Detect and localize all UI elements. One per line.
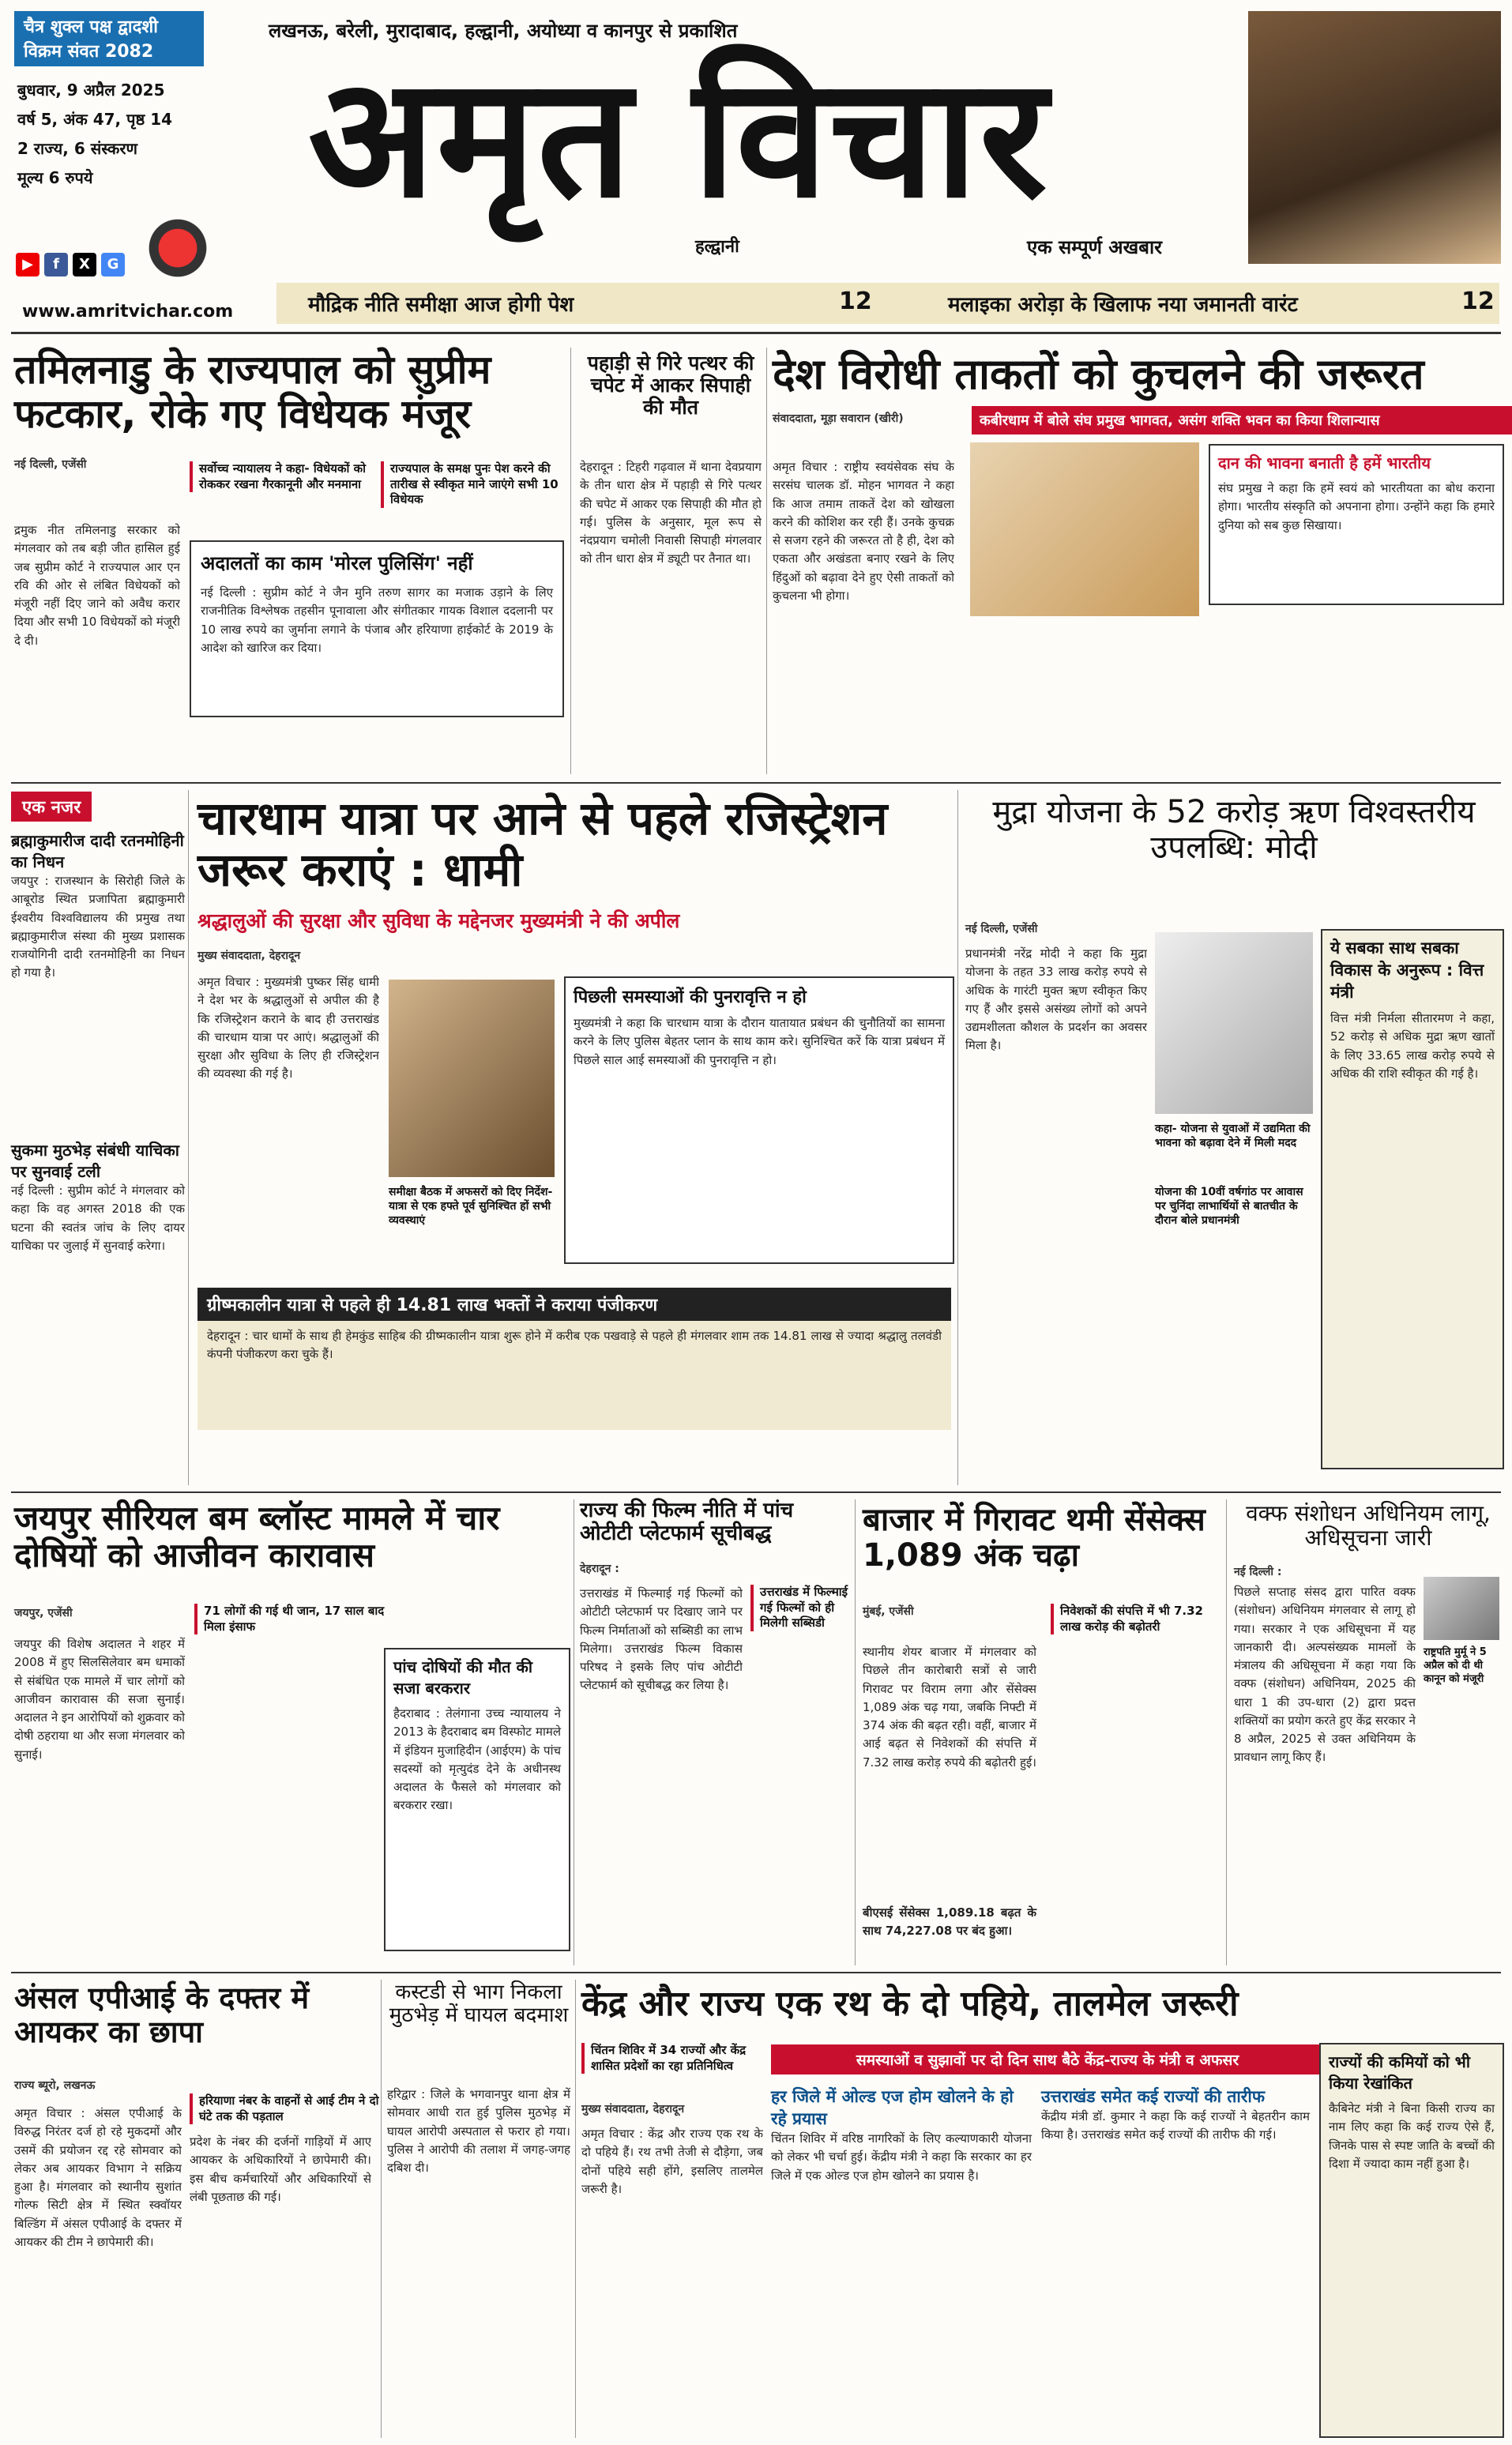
- ott-bullet: उत्तराखंड में फिल्माई गई फिल्मों को ही मिलेगी सब्सिडी: [750, 1585, 855, 1631]
- row-divider: [11, 782, 1501, 784]
- ek-nazar-label: एक नजर: [11, 792, 92, 822]
- sensex-figures: बीएसई सेंसेक्स 1,089.18 बढ़त के साथ 74,227.08 पर बंद हुआ।: [863, 1905, 1036, 1939]
- tn-bullet2: राज्यपाल के समक्ष पुनः पेश करने की तारीख से स्वीकृत माने जाएंगे सभी 10 विधेयक: [381, 461, 564, 508]
- tn-bullet1: सर्वोच्च न्यायालय ने कहा- विधेयकों को रोककर रखना गैरकानूनी और मनमाना: [190, 461, 373, 492]
- ek-nazar-item1-title: ब्रह्माकुमारीज दादी रतनमोहिनी का निधन: [11, 831, 184, 871]
- sensex-body: स्थानीय शेयर बाजार में मंगलवार को पिछले तीन कारोबारी सत्रों से जारी गिरावट पर विराम लगा और सेंसेक्स 1,089 अंक चढ़ गया, जबकि निफ्टी में 374 अंक की बढ़त रही। वहीं, बाजार में आई बढ़त से निवेशकों की संपत्ति में 7.32 लाख करोड़ रुपये की बढ़ोतरी हुई।: [863, 1645, 1036, 1770]
- custody-bullet: हरियाणा नंबर के वाहनों से आई टीम ने दो घंटे तक की पड़ताल: [190, 2093, 381, 2124]
- chintan-byline: मुख्य संवाददाता, देहरादून: [581, 2103, 685, 2116]
- teaser2-page: 12: [1461, 288, 1495, 315]
- mudra-caption2: योजना की 10वीं वर्षगांठ पर आवास पर चुनिंदा लाभार्थियों से बातचीत के दौरान बोले प्रधानमंत्री: [1155, 1186, 1303, 1228]
- custody-body: प्रदेश के नंबर की दर्जनों गाड़ियों में आए आयकर के अधिकारियों ने छापेमारी की। इस बीच कर्मचारियों और अधिकारियों से लंबी पूछताछ की गई।: [190, 2135, 371, 2204]
- calendar-line1: चैत्र शुक्ल पक्ष द्वादशी: [24, 17, 158, 37]
- col-divider: [855, 1499, 856, 1965]
- celebrity-photo: [1248, 11, 1501, 264]
- chintan-body: अमृत विचार : केंद्र और राज्य एक रथ के दो पहिये हैं। रथ तभी तेजी से दौड़ेगा, जब दोनों पहिये सही होंगे, इसलिए तालमेल जरूरी है।: [581, 2127, 763, 2196]
- mudra-side-title: ये सबका साथ सबका विकास के अनुरूप : वित्त मंत्री: [1330, 939, 1484, 1002]
- bhaskar-body: देहरादून : टिहरी गढ़वाल में थाना देवप्रयाग के तीन धारा क्षेत्र में पहाड़ी से गिरे पत्थर की चपेट में आकर एक सिपाही की मौत हो गई। पुलिस के अनुसार, मूल रूप से नंदप्रयाग चमोली निवासी सिपाही मंगलवार को तीन धारा क्षेत्र में ड्यूटी पर तैनात था।: [580, 460, 762, 566]
- dham-photo-caption: समीक्षा बैठक में अफसरों को दिए निर्देश-यात्रा से एक हफ्ते पूर्व सुनिश्चित हों सभी व्यवस्थाएं: [389, 1186, 553, 1228]
- dham-strip-title: ग्रीष्मकालीन यात्रा से पहले ही 14.81 लाख भक्तों ने कराया पंजीकरण: [197, 1288, 951, 1321]
- dham-byline: मुख्य संवाददाता, देहरादून: [197, 950, 301, 962]
- website-url[interactable]: www.amritvichar.com: [22, 302, 234, 322]
- teaser1[interactable]: मौद्रिक नीति समीक्षा आज होगी पेश: [308, 293, 574, 317]
- chintan-sub2: [1041, 2086, 1310, 2145]
- mudra-side-box: [1321, 929, 1504, 1469]
- ott-headline: राज्य की फिल्म नीति में पांच ओटीटी प्लेटफार्म सूचीबद्ध: [580, 1499, 794, 1546]
- jaipur-dateline: जयपुर, एजेंसी: [14, 1607, 73, 1619]
- mudra-caption1: कहा- योजना से युवाओं में उद्यमिता की भावना को बढ़ावा देने में मिली मदद: [1155, 1123, 1311, 1150]
- bhagwat-banner: कबीरधाम में बोले संघ प्रमुख भागवत, असंग शक्ति भवन का किया शिलान्यास: [972, 406, 1512, 434]
- ek-nazar-item2-body: नई दिल्ली : सुप्रीम कोर्ट ने मंगलवार को कहा कि वह अगस्त 2018 की एक घटना की स्वतंत्र जांच के लिए दायर याचिका पर जुलाई में सुनवाई करेगा।: [11, 1183, 185, 1253]
- masthead-rule: [11, 332, 1501, 334]
- edition-count: 2 राज्य, 6 संस्करण: [17, 139, 138, 158]
- facebook-icon[interactable]: f: [44, 253, 68, 276]
- dham-strip: [197, 1288, 951, 1430]
- chintan-sub2-title: उत्तराखंड समेत कई राज्यों की तारीफ: [1041, 2087, 1266, 2106]
- youtube-icon[interactable]: ▶: [16, 253, 39, 276]
- ansal-headline: अंसल एपीआई के दफ्तर में आयकर का छापा: [14, 1980, 310, 2049]
- dham-headline: चारधाम यात्रा पर आने से पहले रजिस्ट्रेशन जरूर कराएं : धामी: [197, 792, 888, 897]
- microphone-icon: [142, 213, 213, 300]
- chintan-side-box: [1319, 2043, 1504, 2438]
- ek-nazar-column: [11, 792, 185, 1443]
- waqf-caption: राष्ट्रपति मुर्मू ने 5 अप्रैल को दी थी कानून को मंजूरी: [1424, 1646, 1487, 1685]
- dham-strip-body: देहरादून : चार धामों के साथ ही हेमकुंड साहिब की ग्रीष्मकालीन यात्रा शुरू होने में करीब एक पखवाड़े से पहले ही मंगलवार शाम तक 14.81 लाख से ज्यादा श्रद्धालु तलवंडी कंपनी पंजीकरण करा चुके हैं।: [207, 1329, 942, 1362]
- dham-box: [564, 976, 954, 1264]
- bhagwat-photo: [970, 442, 1199, 616]
- chintan-headline: केंद्र और राज्य एक रथ के दो पहिये, तालमेल जरूरी: [581, 1984, 1239, 2024]
- calendar-line2: विक्रम संवत 2082: [24, 41, 154, 62]
- mudra-headline: मुद्रा योजना के 52 करोड़ ऋण विश्वस्तरीय उपलब्धि: मोदी: [992, 794, 1476, 866]
- tn-box: [190, 540, 564, 717]
- chintan-side-title: राज्यों की कमियों को भी किया रेखांकित: [1329, 2052, 1471, 2093]
- mudra-side-body: वित्त मंत्री निर्मला सीतारमण ने कहा, 52 करोड़ से अधिक मुद्रा ऋण खातों के लिए 33.65 लाख करोड़ रुपये से अधिक की राशि स्वीकृत की गई है।: [1330, 1011, 1495, 1081]
- issue-volume: वर्ष 5, अंक 47, पृष्ठ 14: [17, 110, 173, 129]
- col-divider: [188, 790, 189, 1485]
- chintan-side-body: कैबिनेट मंत्री ने बिना किसी राज्य का नाम लिए कहा कि कई राज्य ऐसे हैं, जिनके पास से स्पष्ट जाति के बच्चों की दिशा में ज्यादा काम नहीं हुआ है।: [1329, 2101, 1495, 2171]
- ansal-dateline: राज्य ब्यूरो, लखनऊ: [14, 2079, 96, 2092]
- jaipur-box-body: हैदराबाद : तेलंगाना उच्च न्यायालय ने 2013 के हैदराबाद बम विस्फोट मामले में इंडियन मुजाहिदीन (आईएम) के पांच सदस्यों को मृत्युदंड देने के अधीनस्थ अदालत के फैसले को मंगलवार को बरकरार रखा।: [393, 1706, 561, 1813]
- chintan-sub1-body: चिंतन शिविर में वरिष्ठ नागरिकों के लिए कल्याणकारी योजना को लेकर भी चर्चा हुई। केंद्रीय मंत्री ने कहा कि सरकार का हर जिले में एक ओल्ड एज होम खोलने का प्रयास है।: [771, 2131, 1032, 2183]
- bhagwat-box: [1209, 444, 1504, 605]
- editions-line: लखनऊ, बरेली, मुरादाबाद, हल्द्वानी, अयोध्या व कानपुर से प्रकाशित: [269, 20, 738, 42]
- google-icon[interactable]: G: [101, 253, 125, 276]
- dham-box-body: मुख्यमंत्री ने कहा कि चारधाम यात्रा के दौरान यातायात प्रबंधन की चुनौतियों का सामना करने के लिए पुलिस बेहतर प्लान के साथ काम करे। सुनिश्चित करें कि यात्रा प्रबंधन में पिछले साल आई समस्याओं की पुनरावृत्ति न हो।: [574, 1016, 945, 1067]
- sensex-dateline: मुंबई, एजेंसी: [863, 1605, 914, 1618]
- teaser-strip: [276, 283, 1499, 324]
- custody-headline: कस्टडी से भाग निकला मुठभेड़ में घायल बदमाश: [389, 1980, 569, 2028]
- issue-price: मूल्य 6 रुपये: [17, 168, 93, 187]
- bhagwat-body: अमृत विचार : राष्ट्रीय स्वयंसेवक संघ के सरसंघ चालक डॉ. मोहन भागवत ने कहा कि आज तमाम ताकतें देश को खोखला करने की कोशिश कर रही हैं। उनके कुचक्र से सजग रहने की जरूरत तो है ही, देश को एकता और अखंडता बनाए रखने के लिए हिंदुओं को बढ़ावा देने हुए ऐसी ताकतों को कुचलना भी होगा।: [773, 460, 954, 603]
- issue-date: बुधवार, 9 अप्रैल 2025: [17, 81, 165, 100]
- col-divider: [1226, 1499, 1227, 1965]
- chintan-banner: समस्याओं व सुझावों पर दो दिन साथ बैठे केंद्र-राज्य के मंत्री व अफसर: [771, 2044, 1324, 2074]
- jaipur-bullet: 71 लोगों की गई थी जान, 17 साल बाद मिला इंसाफ: [194, 1604, 393, 1634]
- jaipur-body: जयपुर की विशेष अदालत ने शहर में 2008 में हुए सिलसिलेवार बम धमाकों से संबंधित एक मामले में चार लोगों को आजीवन कारावास की सजा सुनाई। अदालत ने इन आरोपियों को शुक्रवार को दोषी ठहराया था और सजा मंगलवार को सुनाई।: [14, 1637, 185, 1762]
- waqf-body: पिछले सप्ताह संसद द्वारा पारित वक्फ (संशोधन) अधिनियम मंगलवार से लागू हो गया। सरकार ने एक अधिसूचना में यह जानकारी दी। अल्पसंख्यक मामलों के मंत्रालय की अधिसूचना में कहा गया कि वक्फ (संशोधन) अधिनियम, 2025 की धारा 1 की उप-धारा (2) द्वारा प्रदत्त शक्तियों का प्रयोग करते हुए केंद्र सरकार ने 8 अप्रैल, 2025 से उक्त अधिनियम के प्रावधान लागू किए हैं।: [1234, 1585, 1416, 1765]
- tn-headline: तमिलनाडु के राज्यपाल को सुप्रीम फटकार, रोके गए विधेयक मंजूर: [14, 347, 491, 437]
- bhaskar-headline: पहाड़ी से गिरे पत्थर की चपेट में आकर सिपाही की मौत: [587, 352, 754, 419]
- ansal-body: अमृत विचार : अंसल एपीआई के विरुद्ध निरंतर दर्ज हो रहे मुकदमों और उसमें की प्रयोजन रद्द रहे सोमवार को लेकर अब आयकर विभाग ने सक्रिय हुआ है। मंगलवार को स्थानीय सुशांत गोल्फ सिटी क्षेत्र में स्थित स्क्वॉयर बिल्डिंग में अंसल एपीआई के दफ्तर में आयकर की टीम ने छापेमारी की।: [14, 2106, 182, 2249]
- waqf-dateline: नई दिल्ली :: [1234, 1566, 1282, 1578]
- bhagwat-headline: देश विरोधी ताकतों को कुचलने की जरूरत: [773, 349, 1424, 399]
- tn-box-body: नई दिल्ली : सुप्रीम कोर्ट ने जैन मुनि तरुण सागर का मजाक उड़ाने के लिए राजनीतिक विश्लेषक तहसीन पूनावाला और संगीतकार गायक विशाल ददलानी पर 10 लाख रुपये का जुर्माना लगाने के पंजाब और हरियाणा हाईकोर्ट के 2019 के आदेश को खारिज कर दिया।: [201, 585, 553, 655]
- x-icon[interactable]: X: [73, 253, 96, 276]
- col-divider: [381, 1980, 382, 2438]
- chintan-sub1: [771, 2086, 1032, 2185]
- mudra-dateline: नई दिल्ली, एजेंसी: [965, 923, 1038, 935]
- ek-nazar-item2-title: सुकमा मुठभेड़ संबंधी याचिका पर सुनवाई टली: [11, 1141, 179, 1181]
- ott-dateline: देहरादून :: [580, 1563, 619, 1575]
- masthead-title: अमृत विचार: [308, 41, 1049, 235]
- row-divider: [11, 1972, 1501, 1973]
- chintan-bullet: चिंतन शिविर में 34 राज्यों और केंद्र शासित प्रदेशों का रहा प्रतिनिधित्व: [581, 2043, 773, 2074]
- mudra-body: प्रधानमंत्री नरेंद्र मोदी ने कहा कि मुद्रा योजना के तहत 33 लाख करोड़ रुपये से अधिक के गारंटी मुक्त ऋण स्वीकृत किए गए हैं और इससे असंख्य लोगों को अपने उद्यमशीलता कौशल के प्रदर्शन का अवसर मिला है।: [965, 946, 1147, 1053]
- calendar-badge: [14, 11, 204, 66]
- dham-subhead: श्रद्धालुओं की सुरक्षा और सुविधा के मद्देनजर मुख्यमंत्री ने की अपील: [197, 909, 680, 932]
- bhagwat-box-title: दान की भावना बनाती है हमें भारतीय: [1218, 453, 1431, 472]
- row-divider: [11, 1491, 1501, 1493]
- masthead-tagline: एक सम्पूर्ण अखबार: [1027, 236, 1162, 258]
- ek-nazar-item1-body: जयपुर : राजस्थान के सिरोही जिले के आबूरोड स्थित प्रजापिता ब्रह्माकुमारी ईश्वरीय विश्वविद्यालय की प्रमुख तथा ब्रह्माकुमारीज संस्था की मुख्य प्रशासक राजयोगिनी दादी रतनमोहिनी का निधन हो गया है।: [11, 874, 185, 980]
- tn-box-title: अदालतों का काम 'मोरल पुलिसिंग' नहीं: [201, 552, 473, 574]
- col-divider: [957, 790, 958, 1485]
- teaser1-page: 12: [839, 288, 872, 315]
- issue-info: [17, 76, 172, 193]
- ott-body: उत्तराखंड में फिल्माई गई फिल्मों को ओटीटी प्लेटफार्म पर दिखाए जाने पर फिल्म निर्माताओं को सब्सिडी का लाभ मिलेगा। उत्तराखंड फिल्म विकास परिषद ने इसके लिए पांच ओटीटी प्लेटफार्म को सूचीबद्ध कर लिया है।: [580, 1586, 743, 1693]
- dham-photo: [389, 980, 555, 1177]
- jaipur-headline: जयपुर सीरियल बम ब्लॉस्ट मामले में चार दोषियों को आजीवन कारावास: [14, 1499, 500, 1575]
- dham-box-title: पिछली समस्याओं की पुनरावृत्ति न हो: [574, 987, 807, 1007]
- sensex-headline: बाजार में गिरावट थमी सेंसेक्स 1,089 अंक चढ़ा: [863, 1502, 1205, 1574]
- tn-body: द्रमुक नीत तमिलनाडु सरकार को मंगलवार को तब बड़ी जीत हासिल हुई जब सुप्रीम कोर्ट ने राज्यपाल आर एन रवि की ओर से लंबित विधेयकों को मंजूरी नहीं दिए जाने को अवैध करार दिया और सभी 10 विधेयकों को मंजूरी दे दी।: [14, 523, 180, 648]
- dham-body: अमृत विचार : मुख्यमंत्री पुष्कर सिंह धामी ने देश भर के श्रद्धालुओं से अपील की है कि रजिस्ट्रेशन कराने के बाद ही उत्तराखंड की चारधाम यात्रा पर आएं। श्रद्धालुओं की सुरक्षा और सुविधा के लिए ही रजिस्ट्रेशन की व्यवस्था की गई है।: [197, 975, 379, 1081]
- social-icons: [16, 253, 130, 276]
- masthead-city: हल्द्वानी: [695, 237, 739, 257]
- mudra-photo: [1155, 932, 1313, 1114]
- col-divider: [570, 348, 571, 774]
- tn-dateline: नई दिल्ली, एजेंसी: [14, 458, 87, 471]
- teaser2[interactable]: मलाइका अरोड़ा के खिलाफ नया जमानती वारंट: [948, 293, 1298, 317]
- jaipur-box: [384, 1648, 570, 1951]
- col-divider: [766, 348, 767, 774]
- col-divider: [575, 1980, 576, 2438]
- chintan-sub2-body: केंद्रीय मंत्री डॉ. कुमार ने कहा कि कई राज्यों ने बेहतरीन काम किया है। उत्तराखंड समेत कई राज्यों की तारीफ की गई।: [1041, 2109, 1310, 2142]
- waqf-photo: [1424, 1577, 1499, 1640]
- jaipur-box-title: पांच दोषियों की मौत की सजा बरकरार: [393, 1657, 533, 1698]
- bhagwat-box-body: संघ प्रमुख ने कहा कि हमें स्वयं को भारतीयता का बोध कराना होगा। भारतीय संस्कृति को अपनाना होगा। उन्होंने कहा कि हमारे दुनिया को सब कुछ सिखाया।: [1218, 481, 1495, 532]
- chintan-sub1-title: हर जिले में ओल्ड एज होम खोलने के हो रहे प्रयास: [771, 2087, 1014, 2128]
- custody-body2: हरिद्वार : जिले के भगवानपुर थाना क्षेत्र में सोमवार आधी रात हुई पुलिस मुठभेड़ में घायल आरोपी अस्पताल से फरार हो गया। पुलिस ने आरोपी की तलाश में जगह-जगह दबिश दी।: [387, 2087, 570, 2175]
- sensex-bullet: निवेशकों की संपत्ति में भी 7.32 लाख करोड़ की बढ़ोतरी: [1051, 1604, 1226, 1634]
- waqf-headline: वक्फ संशोधन अधिनियम लागू, अधिसूचना जारी: [1246, 1500, 1491, 1552]
- bhagwat-byline: संवाददाता, मूड़ा सवारान (खीरी): [773, 412, 904, 425]
